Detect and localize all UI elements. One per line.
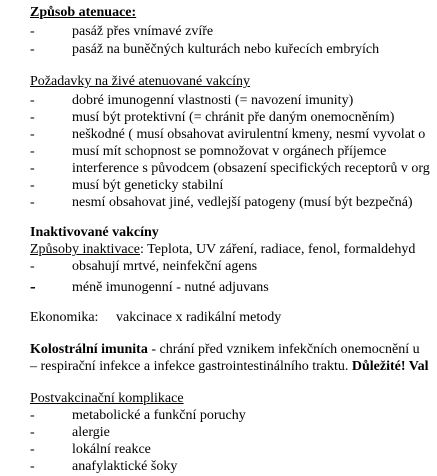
list-item: nesmí obsahovat jiné, vedlejší patogeny (musí být bezpečná): [72, 195, 413, 210]
list-item: alergie: [72, 425, 110, 440]
list-item: pasáž na buněčných kulturách nebo kuřecích embryích: [72, 42, 380, 57]
inactivation-methods-text: : Teplota, UV záření, radiace, fenol, formaldehyd: [140, 242, 416, 257]
list-item: interference s původcem (obsazení specifických receptorů v org: [72, 161, 430, 176]
list-item: obsahují mrtvé, neinfekční agens: [72, 259, 258, 274]
list-item: musí mít schopnost se pomnožovat v orgánech příjemce: [72, 144, 387, 159]
list-dash: -: [30, 459, 35, 474]
list-dash: -: [30, 24, 35, 39]
list-dash: -: [30, 195, 35, 210]
list-item: pasáž přes vnímavé zvíře: [72, 24, 214, 39]
inactivated-heading: Inaktivované vakcíny: [30, 225, 159, 240]
list-item: méně imunogenní - nutné adjuvans: [72, 280, 269, 295]
list-dash: -: [30, 144, 35, 159]
list-item: anafylaktické šoky: [72, 459, 178, 474]
colostral-line-1: [30, 341, 420, 358]
list-dash: -: [30, 127, 35, 142]
list-item: dobré imunogenní vlastnosti (= navození imunity): [72, 93, 354, 108]
list-dash: -: [30, 110, 35, 125]
list-dash: -: [30, 259, 35, 274]
list-dash: -: [30, 442, 35, 457]
complications-heading: Postvakcinační komplikace: [30, 391, 184, 406]
attenuation-heading: Způsob atenuace:: [30, 5, 137, 20]
colostral-line-2: [30, 358, 429, 375]
economics-label: Ekonomika:: [30, 310, 99, 325]
economics-text: vakcinace x radikální metody: [116, 310, 282, 325]
list-dash: -: [30, 277, 36, 296]
list-dash: -: [30, 93, 35, 108]
colostral-important: Důležité! Val: [351, 359, 429, 374]
list-dash: -: [30, 425, 35, 440]
list-item: musí být geneticky stabilní: [72, 178, 224, 193]
list-dash: -: [30, 408, 35, 423]
colostral-text-2: – respirační infekce a infekce gastrointestinálního traktu.: [30, 359, 352, 374]
list-dash: -: [30, 178, 35, 193]
list-dash: -: [30, 42, 35, 57]
list-item: metabolické a funkční poruchy: [72, 408, 246, 423]
list-dash: -: [30, 161, 35, 176]
list-item: lokální reakce: [72, 442, 151, 457]
list-item: musí být protektivní (= chránit pře daným onemocněním): [72, 110, 395, 125]
requirements-heading: Požadavky na živé atenuované vakcíny: [30, 74, 251, 89]
list-item: neškodné ( musí obsahovat avirulentní kmeny, nesmí vyvolat o: [72, 127, 426, 142]
inactivation-methods: [30, 241, 415, 258]
colostral-title: Kolostrální imunita: [30, 342, 148, 357]
inactivation-methods-label: Způsoby inaktivace: [30, 242, 141, 257]
colostral-text-1: - chrání před vznikem infekčních onemocnění u: [147, 342, 420, 357]
